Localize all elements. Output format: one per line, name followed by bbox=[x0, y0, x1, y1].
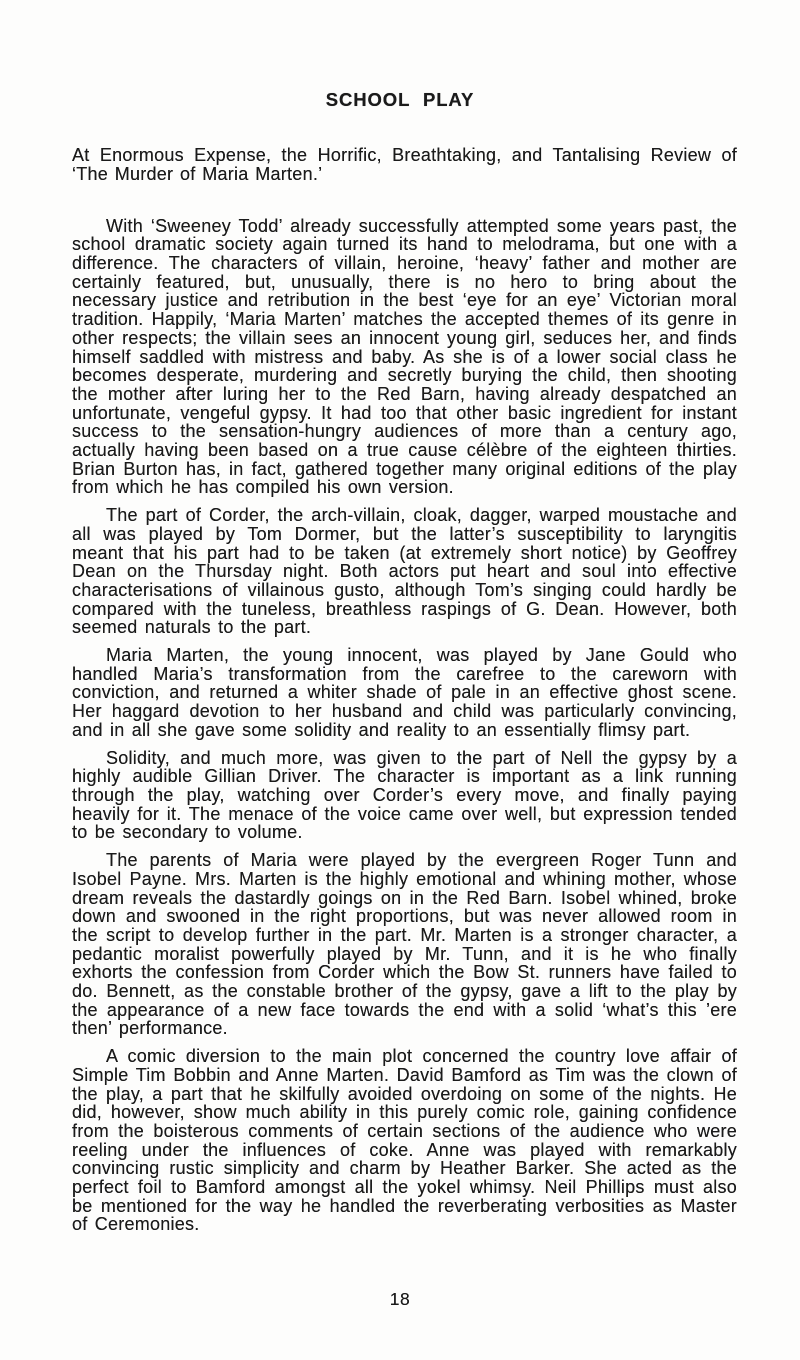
article-paragraph: Maria Marten, the young innocent, was played by Jane Gould who handled Maria’s transformation from the carefree to the careworn with conviction, and returned a whiter shade of pale in an effective ghost scene. Her haggard devotion to her husband and child was particularly convincing, and in all she gave some solidity and reality to an essentially flimsy part. bbox=[72, 645, 737, 740]
article-paragraph: With ‘Sweeney Todd’ already successfully attempted some years past, the school dramatic society again turned its hand to melodrama, but one with a difference. The characters of villain, heroine, ‘heavy’ father and mother are certainly featured, but, unusually, there is no hero to bring about the necessary justice and retribution in the best ‘eye for an eye’ Victorian moral tradition. Happily, ‘Maria Marten’ matches the accepted themes of its genre in other respects; the villain sees an innocent young girl, seduces her, and finds himself saddled with mistress and baby. As she is of a lower social class he becomes desperate, murdering and secretly burying the child, then shooting the mother after luring her to the Red Barn, having already despatched an unfortunate, vengeful gypsy. It had too that other basic ingredient for instant success to the sensation-hungry audiences of more than a century ago, actually having been based on a true cause célèbre of the eighteen thirties. Brian Burton has, in fact, gathered together many original editions of the play from which he has compiled his own version. bbox=[72, 215, 737, 498]
article-paragraph: Solidity, and much more, was given to the part of Nell the gypsy by a highly audible Gillian Driver. The character is important as a link running through the play, watching over Corder’s every move, and finally paying heavily for it. The menace of the voice came over well, but expression tended to be secondary to volume. bbox=[72, 747, 737, 843]
page-number: 18 bbox=[389, 1289, 411, 1309]
article-title: SCHOOL PLAY bbox=[325, 89, 475, 110]
article-paragraph: The parents of Maria were played by the evergreen Roger Tunn and Isobel Payne. Mrs. Marten is the highly emotional and whining mother, whose dream reveals the dastardly goings on in the Red Barn. Isobel whined, broke down and swooned in the right proportions, but was never allowed room in the script to develop further in the part. Mr. Marten is a stronger character, a pedantic moralist powerfully played by Mr. Tunn, and it is he who finally exhorts the confession from Corder which the Bow St. runners have failed to do. Bennett, as the constable brother of the gypsy, gave a lift to the play by the appearance of a new face towards the end with a solid ‘what’s this ’ere then’ performance. bbox=[72, 850, 737, 1039]
article-paragraph: The part of Corder, the arch-villain, cloak, dagger, warped moustache and all was played by Tom Dormer, but the latter’s susceptibility to laryngitis meant that his part had to be taken (at extremely short notice) by Geoffrey Dean on the Thursday night. Both actors put heart and soul into effective characterisations of villainous gusto, although Tom’s singing could hardly be compared with the tuneless, breathless raspings of G. Dean. However, both seemed naturals to the part. bbox=[72, 505, 737, 638]
article-subtitle: At Enormous Expense, the Horrific, Breathtaking, and Tantalising Review of ‘The Murder of Maria Marten.’ bbox=[72, 145, 737, 184]
article-body bbox=[0, 146, 800, 1234]
article-paragraph: A comic diversion to the main plot concerned the country love affair of Simple Tim Bobbin and Anne Marten. David Bamford as Tim was the clown of the play, a part that he skilfully avoided overdoing on some of the nights. He did, however, show much ability in this purely comic role, gaining confidence from the boisterous comments of certain sections of the audience who were reeling under the influences of coke. Anne was played with remarkably convincing rustic simplicity and charm by Heather Barker. She acted as the perfect foil to Bamford amongst all the yokel whimsy. Neil Phillips must also be mentioned for the way he handled the reverberating verbosities as Master of Ceremonies. bbox=[72, 1046, 737, 1235]
